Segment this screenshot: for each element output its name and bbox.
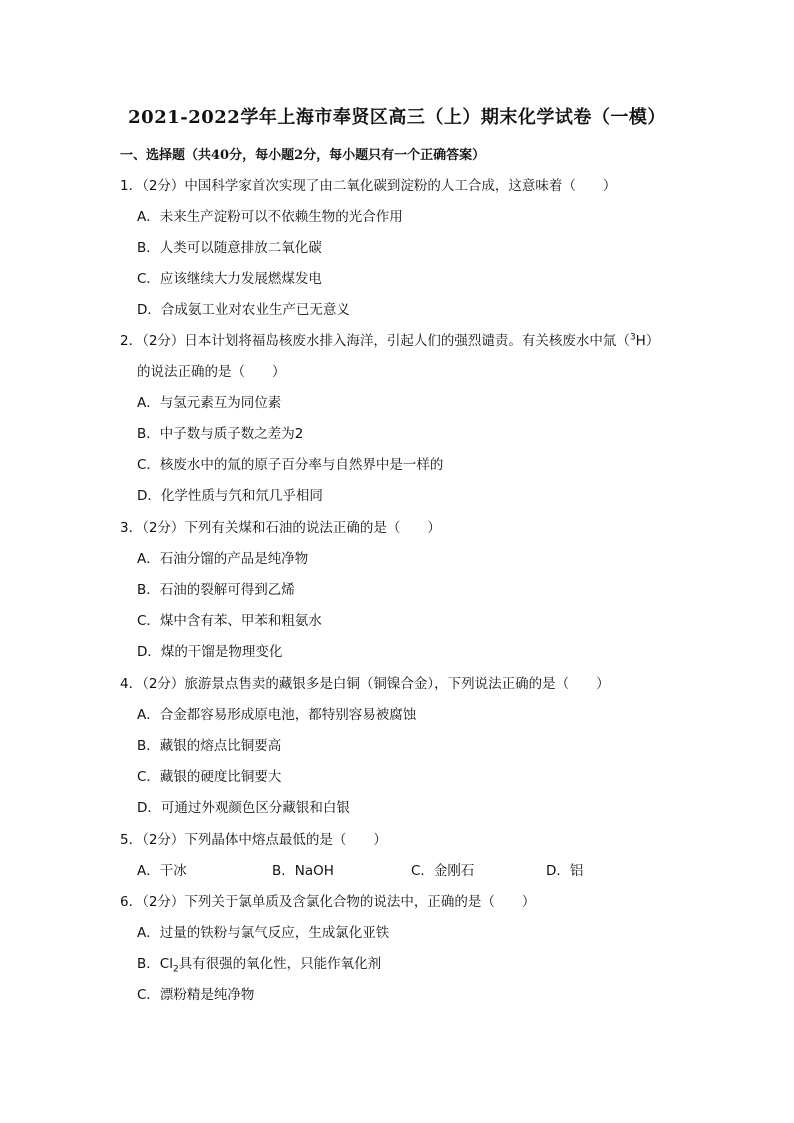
- question-2-option-a: A．与氢元素互为同位素: [137, 395, 282, 411]
- question-2-stem-text: 2．（2分）日本计划将福岛核废水排入海洋，引起人们的强烈谴责。有关核废水中氚（: [120, 333, 630, 349]
- question-5-option-c: C．金刚石: [411, 863, 475, 879]
- question-4-stem: 4．（2分）旅游景点售卖的藏银多是白铜（铜镍合金），下列说法正确的是（ ）: [120, 676, 610, 692]
- question-2-stem: [120, 331, 659, 351]
- question-1-option-b: B．人类可以随意排放二氧化碳: [137, 240, 322, 256]
- question-6-option-b-subscript: 2: [172, 964, 179, 975]
- question-6-option-b-prefix: B．Cl: [137, 956, 173, 972]
- question-2-stem-symbol: H）: [635, 333, 660, 349]
- question-4-option-c: C．藏银的硬度比铜要大: [137, 769, 282, 785]
- question-1-option-d: D．合成氨工业对农业生产已无意义: [137, 302, 350, 318]
- question-2-option-c: C．核废水中的氚的原子百分率与自然界中是一样的: [137, 457, 444, 473]
- question-1-option-c: C．应该继续大力发展燃煤发电: [137, 271, 322, 287]
- question-5-options-row: [137, 861, 657, 881]
- question-6-option-b-rest: 具有很强的氧化性，只能作氧化剂: [178, 956, 382, 972]
- question-3-option-d: D．煤的干馏是物理变化: [137, 644, 283, 660]
- question-6-option-c: C．漂粉精是纯净物: [137, 987, 255, 1003]
- question-1-stem: 1．（2分）中国科学家首次实现了由二氧化碳到淀粉的人工合成，这意味着（ ）: [120, 178, 617, 194]
- question-6-option-b: [137, 954, 381, 974]
- question-5-option-d: D．铝: [546, 863, 584, 879]
- question-4-option-d: D．可通过外观颜色区分藏银和白银: [137, 800, 350, 816]
- question-3-option-b: B．石油的裂解可得到乙烯: [137, 582, 295, 598]
- question-5-option-a: A．干冰: [137, 863, 187, 879]
- question-2-option-b: B．中子数与质子数之差为2: [137, 426, 304, 442]
- question-5-stem: 5．（2分）下列晶体中熔点最低的是（ ）: [120, 832, 387, 848]
- question-3-option-a: A．石油分馏的产品是纯净物: [137, 551, 309, 567]
- question-2-stem-continued: 的说法正确的是（ ）: [137, 364, 286, 380]
- question-2-option-d: D．化学性质与氕和氘几乎相同: [137, 488, 323, 504]
- question-6-option-a: A．过量的铁粉与氯气反应，生成氯化亚铁: [137, 925, 390, 941]
- question-4-option-b: B．藏银的熔点比铜要高: [137, 738, 282, 754]
- question-1-option-a: A．未来生产淀粉可以不依赖生物的光合作用: [137, 209, 403, 225]
- exam-title: 2021-2022学年上海市奉贤区高三（上）期末化学试卷（一模）: [128, 107, 666, 128]
- question-4-option-a: A．合金都容易形成原电池，都特别容易被腐蚀: [137, 707, 417, 723]
- question-2-mass-number: 3: [629, 332, 636, 343]
- question-3-stem: 3．（2分）下列有关煤和石油的说法正确的是（ ）: [120, 520, 441, 536]
- question-3-option-c: C．煤中含有苯、甲苯和粗氨水: [137, 613, 322, 629]
- question-6-stem: 6．（2分）下列关于氯单质及含氯化合物的说法中，正确的是（ ）: [120, 894, 536, 910]
- section-heading: 一、选择题（共40分，每小题2分，每小题只有一个正确答案）: [120, 148, 486, 163]
- question-5-option-b: B．NaOH: [272, 863, 334, 879]
